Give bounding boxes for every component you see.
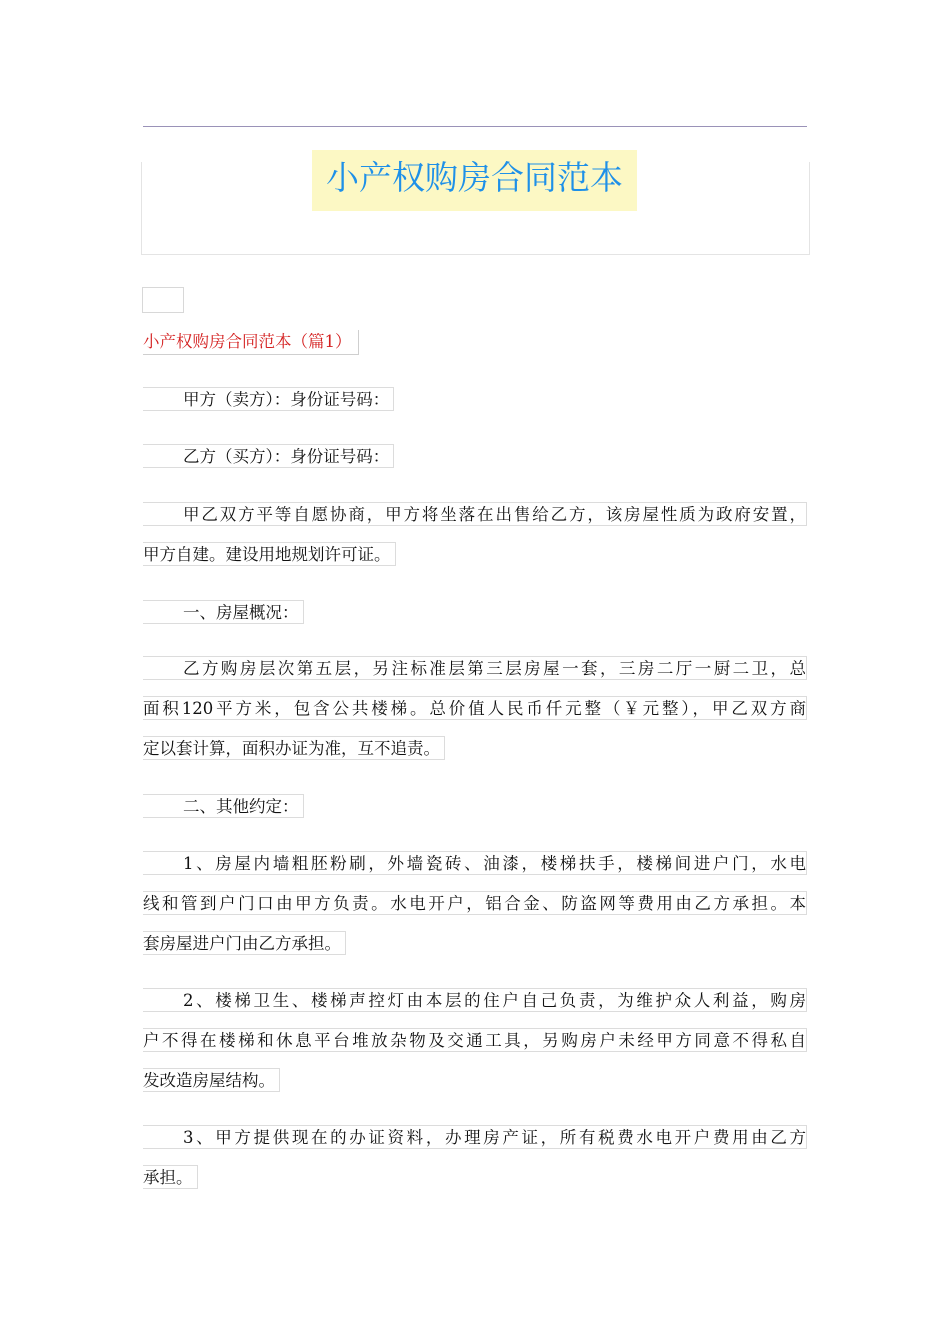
text-line: 甲方（卖方）：身份证号码： bbox=[143, 387, 394, 411]
text-line: 面积120平方米，包含公共楼梯。总价值人民币仟元整（￥元整），甲乙双方商 bbox=[143, 696, 807, 720]
text-line: 一、房屋概况： bbox=[143, 600, 304, 624]
text-line: 发改造房屋结构。 bbox=[143, 1068, 280, 1092]
text-line: 甲方自建。建设用地规划许可证。 bbox=[143, 542, 396, 566]
text-line: 1、房屋内墙粗胚粉刷，外墙瓷砖、油漆，楼梯扶手，楼梯间进户门，水电 bbox=[143, 851, 807, 875]
text-line: 套房屋进户门由乙方承担。 bbox=[143, 931, 346, 955]
document-title: 小产权购房合同范本 bbox=[312, 150, 637, 211]
text-line: 3、甲方提供现在的办证资料，办理房产证，所有税费水电开户费用由乙方 bbox=[143, 1125, 807, 1149]
text-line: 线和管到户门口由甲方负责。水电开户，铝合金、防盗网等费用由乙方承担。本 bbox=[143, 891, 807, 915]
section-heading: 小产权购房合同范本（篇1） bbox=[143, 330, 359, 355]
text-line: 定以套计算，面积办证为准，互不追责。 bbox=[143, 736, 445, 760]
text-line: 甲乙双方平等自愿协商，甲方将坐落在出售给乙方，该房屋性质为政府安置， bbox=[143, 502, 807, 526]
text-line: 乙方（买方）：身份证号码： bbox=[143, 444, 394, 468]
text-line: 乙方购房层次第五层，另注标准层第三层房屋一套，三房二厅一厨二卫，总 bbox=[143, 656, 807, 680]
text-line: 2、楼梯卫生、楼梯声控灯由本层的住户自己负责，为维护众人利益，购房 bbox=[143, 988, 807, 1012]
text-line: 二、其他约定： bbox=[143, 794, 304, 818]
header-rule bbox=[143, 126, 807, 127]
empty-field bbox=[142, 287, 184, 313]
text-line: 承担。 bbox=[143, 1165, 198, 1189]
text-line: 户不得在楼梯和休息平台堆放杂物及交通工具，另购房户未经甲方同意不得私自 bbox=[143, 1028, 807, 1052]
